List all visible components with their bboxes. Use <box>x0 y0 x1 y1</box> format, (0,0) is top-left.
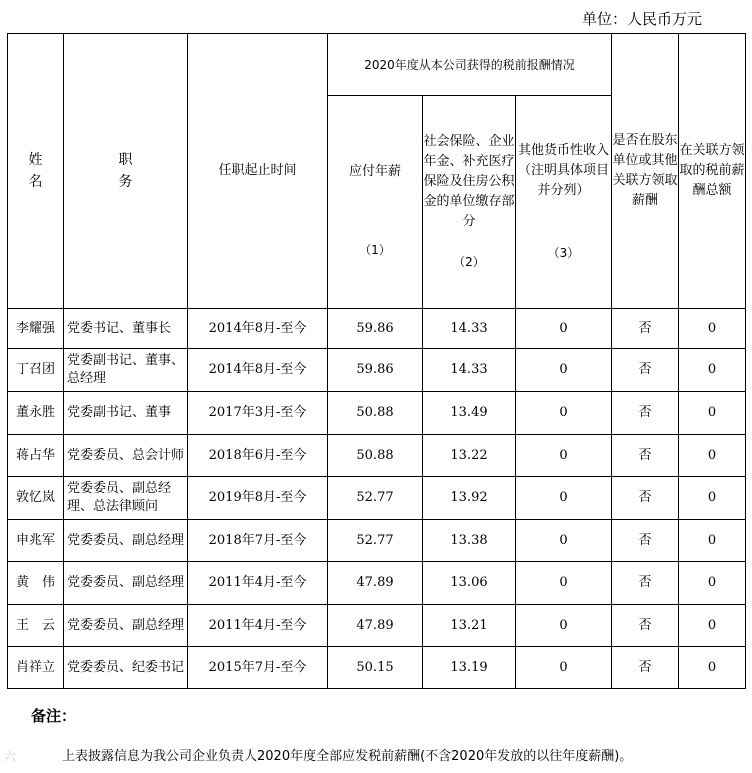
name-cell: 王 云 <box>8 605 64 647</box>
tenure-cell: 2015年7月-至今 <box>188 647 328 689</box>
salary-cell: 59.86 <box>328 349 423 392</box>
related-pay-cell: 0 <box>679 309 746 349</box>
name-cell: 董永胜 <box>8 392 64 435</box>
header-col3-label: 其他货币性收入（注明具体项目并分列） <box>517 143 609 198</box>
table-row <box>8 309 746 349</box>
position-cell: 党委副书记、董事 <box>64 392 188 435</box>
header-name: 姓名 <box>8 34 64 309</box>
insurance-cell: 14.33 <box>423 309 516 349</box>
position-cell: 党委委员、副总经理 <box>64 605 188 647</box>
insurance-cell: 13.06 <box>423 562 516 605</box>
tenure-cell: 2018年7月-至今 <box>188 520 328 562</box>
other-income-cell: 0 <box>516 309 612 349</box>
other-income-cell: 0 <box>516 392 612 435</box>
shareholder-cell: 否 <box>612 477 679 520</box>
name-cell: 肖祥立 <box>8 647 64 689</box>
salary-cell: 47.89 <box>328 605 423 647</box>
table-row <box>8 435 746 477</box>
other-income-cell: 0 <box>516 349 612 392</box>
other-income-cell: 0 <box>516 562 612 605</box>
other-income-cell: 0 <box>516 477 612 520</box>
salary-cell: 50.15 <box>328 647 423 689</box>
name-cell: 丁召团 <box>8 349 64 392</box>
note-text: 上表披露信息为我公司企业负责人2020年度全部应发税前薪酬(不含2020年发放的以往年度薪酬)。 <box>62 749 633 764</box>
header-col3-num: （3） <box>547 246 580 260</box>
related-pay-cell: 0 <box>679 392 746 435</box>
shareholder-cell: 否 <box>612 435 679 477</box>
header-col2 <box>423 96 516 309</box>
position-cell: 党委副书记、董事、总经理 <box>64 349 188 392</box>
watermark: 六 <box>4 750 17 764</box>
table-row <box>8 562 746 605</box>
tenure-cell: 2014年8月-至今 <box>188 309 328 349</box>
shareholder-cell: 否 <box>612 349 679 392</box>
table-row <box>8 477 746 520</box>
insurance-cell: 13.19 <box>423 647 516 689</box>
shareholder-cell: 否 <box>612 647 679 689</box>
name-cell: 敦忆岚 <box>8 477 64 520</box>
name-cell: 蒋占华 <box>8 435 64 477</box>
position-cell: 党委委员、纪委书记 <box>64 647 188 689</box>
tenure-cell: 2017年3月-至今 <box>188 392 328 435</box>
related-pay-cell: 0 <box>679 562 746 605</box>
shareholder-cell: 否 <box>612 562 679 605</box>
insurance-cell: 13.21 <box>423 605 516 647</box>
position-cell: 党委委员、副总经理、总法律顾问 <box>64 477 188 520</box>
salary-cell: 50.88 <box>328 435 423 477</box>
salary-cell: 47.89 <box>328 562 423 605</box>
header-shareholder: 是否在股东单位或其他关联方领取薪酬 <box>612 34 679 309</box>
shareholder-cell: 否 <box>612 392 679 435</box>
position-cell: 党委书记、董事长 <box>64 309 188 349</box>
table-row <box>8 392 746 435</box>
header-col1-label: 应付年薪 <box>348 164 401 179</box>
header-related-total: 在关联方领取的税前薪酬总额 <box>679 34 746 309</box>
related-pay-cell: 0 <box>679 605 746 647</box>
tenure-cell: 2014年8月-至今 <box>188 349 328 392</box>
unit-label: 单位：人民币万元 <box>582 10 703 28</box>
salary-cell: 59.86 <box>328 309 423 349</box>
shareholder-cell: 否 <box>612 309 679 349</box>
table-row <box>8 647 746 689</box>
related-pay-cell: 0 <box>679 477 746 520</box>
header-col2-num: （2） <box>453 255 485 269</box>
insurance-cell: 13.22 <box>423 435 516 477</box>
tenure-cell: 2018年6月-至今 <box>188 435 328 477</box>
note-title: 备注： <box>31 707 77 725</box>
other-income-cell: 0 <box>516 435 612 477</box>
related-pay-cell: 0 <box>679 349 746 392</box>
shareholder-cell: 否 <box>612 605 679 647</box>
name-cell: 黄 伟 <box>8 562 64 605</box>
position-cell: 党委委员、副总经理 <box>64 562 188 605</box>
name-cell: 李耀强 <box>8 309 64 349</box>
header-col1 <box>328 96 423 309</box>
header-position: 职务 <box>64 34 188 309</box>
header-col3 <box>516 96 612 309</box>
header-col1-num: （1） <box>359 243 391 257</box>
salary-cell: 50.88 <box>328 392 423 435</box>
compensation-table <box>7 33 746 689</box>
tenure-cell: 2019年8月-至今 <box>188 477 328 520</box>
related-pay-cell: 0 <box>679 647 746 689</box>
other-income-cell: 0 <box>516 605 612 647</box>
shareholder-cell: 否 <box>612 520 679 562</box>
header-col2-label: 社会保险、企业年金、补充医疗保险及住房公积金的单位缴存部分 <box>423 134 515 229</box>
related-pay-cell: 0 <box>679 520 746 562</box>
table-row <box>8 349 746 392</box>
tenure-cell: 2011年4月-至今 <box>188 605 328 647</box>
insurance-cell: 13.92 <box>423 477 516 520</box>
position-cell: 党委委员、总会计师 <box>64 435 188 477</box>
insurance-cell: 13.38 <box>423 520 516 562</box>
position-cell: 党委委员、副总经理 <box>64 520 188 562</box>
header-group-title: 2020年度从本公司获得的税前报酬情况 <box>328 34 612 96</box>
other-income-cell: 0 <box>516 520 612 562</box>
name-cell: 申兆军 <box>8 520 64 562</box>
table-row <box>8 605 746 647</box>
related-pay-cell: 0 <box>679 435 746 477</box>
tenure-cell: 2011年4月-至今 <box>188 562 328 605</box>
salary-cell: 52.77 <box>328 477 423 520</box>
insurance-cell: 13.49 <box>423 392 516 435</box>
other-income-cell: 0 <box>516 647 612 689</box>
header-tenure: 任职起止时间 <box>188 34 328 309</box>
insurance-cell: 14.33 <box>423 349 516 392</box>
table-row <box>8 520 746 562</box>
salary-cell: 52.77 <box>328 520 423 562</box>
